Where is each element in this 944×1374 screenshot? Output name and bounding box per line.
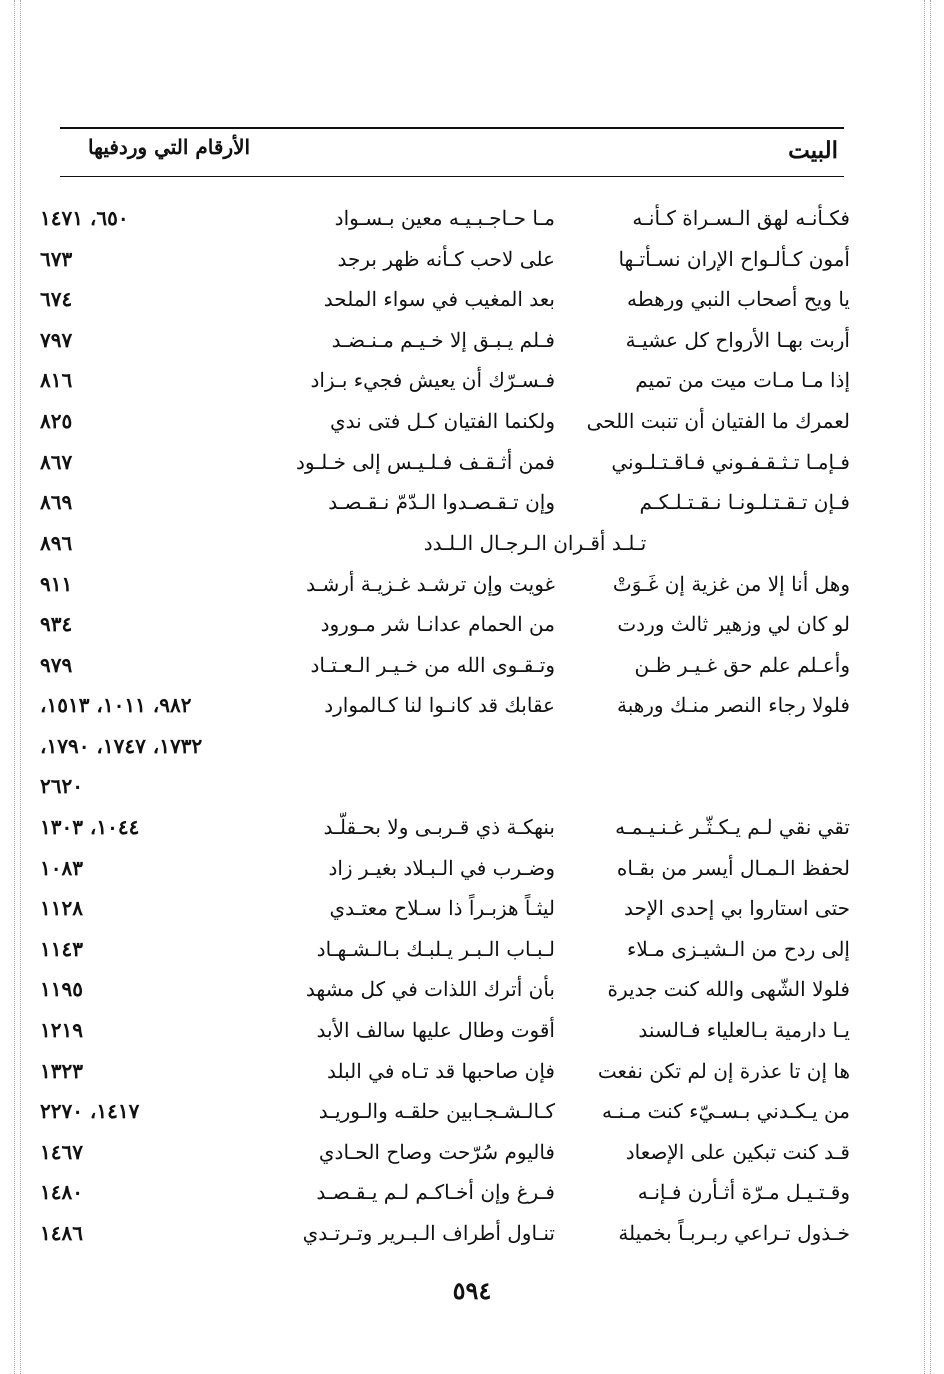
verse-reference-numbers: ٨١٦ [40,368,73,392]
verse-reference-numbers: ٦٧٤ [40,287,73,311]
verse-first-hemistich: يـا دارمية بـالعلياء فـالسند [638,1018,850,1042]
verse-first-hemistich: وهل أنا إلا من غزية إن غَـوَتْ [612,572,850,596]
table-row [40,606,850,646]
table-row [40,200,850,240]
verse-first-hemistich: لو كان لي وزهير ثالث وردت [617,612,850,636]
header-bottom-rule [60,176,844,177]
table-row [40,1053,850,1093]
verse-reference-numbers: ١٣٢٣ [40,1059,83,1083]
verse-second-hemistich: فـسـرّك أن يعيش فجيء بـزاد [310,368,555,392]
verse-reference-numbers: ٦٥٠، ١٤٧١ [40,206,129,230]
verse-second-hemistich: فإن صاحبها قد تـاه في البلد [326,1059,555,1083]
table-row [40,525,850,565]
verse-reference-numbers: ١٤٦٧ [40,1140,83,1164]
verse-reference-numbers: ٦٧٣ [40,247,73,271]
table-row [40,647,850,687]
verse-reference-numbers: ٩١١ [40,572,73,596]
verse-reference-numbers: ٧٩٧ [40,328,73,352]
verse-reference-numbers: ١١٩٥ [40,977,83,1001]
table-row [40,322,850,362]
table-row [40,241,850,281]
verse-second-hemistich: أقوت وطال عليها سالف الأبد [316,1018,555,1042]
verse-first-hemistich: حتى استاروا بي إحدى الإحد [624,896,850,920]
verse-reference-numbers: ١١٢٨ [40,896,83,920]
verse-first-hemistich: فلولا رجاء النصر منـك ورهبة [616,693,850,717]
verse-first-hemistich: ها إن تا عذرة إن لم تكن نفعت [597,1059,850,1083]
verse-second-hemistich: فمن أثـقـف فـلـيـس إلى خـلـود [296,450,555,474]
verse-second-hemistich: غويت وإن ترشـد غـزيـة أرشـد [306,572,555,596]
verse-reference-numbers: ١٤٨٠ [40,1180,83,1204]
page-number: ٥٩٤ [452,1276,492,1305]
verse-first-hemistich: أربت بهـا الأرواح كل عشيـة [625,328,850,352]
verse-first-hemistich: إذا مـا مـات ميت من تميم [635,368,850,392]
verse-first-hemistich: تقي نقي لـم يـكـثّـر غـنـيـمـه [615,815,850,839]
table-row [40,1134,850,1174]
verse-first-hemistich: لحفظ الـمـال أيسر من بقـاه [616,856,850,880]
verse-reference-numbers: ٨٢٥ [40,409,73,433]
verse-second-hemistich: بعد المغيب في سواء الملحد [323,287,555,311]
verse-second-hemistich: على لاحب كـأنه ظهر برجد [337,247,555,271]
verse-reference-numbers: ٩٧٩ [40,653,73,677]
verse-reference-numbers: ٨٦٩ [40,490,73,514]
verse-first-hemistich: من يـكـدني بـسـيّء كنت مـنـه [601,1099,850,1123]
verse-reference-numbers: ١٧٣٢، ١٧٤٧، ١٧٩٠، [40,734,203,758]
verse-second-hemistich: مـا حـاجـبـيـه معين بـسـواد [334,206,555,230]
header-verse-label: البيت [788,137,838,164]
verse-reference-numbers: ٩٨٢، ١٠١١، ١٥١٣، [40,693,192,717]
table-row [40,1174,850,1214]
table-row [40,362,850,402]
table-row [40,1093,850,1133]
verse-second-hemistich: بأن أترك اللذات في كل مشهد [305,977,555,1001]
verse-second-hemistich: بنهكـة ذي قـربـى ولا بحـقلّـد [323,815,555,839]
table-row [40,728,850,768]
verse-second-hemistich: عقابك قد كانـوا لنا كـالموارد [324,693,555,717]
verse-second-hemistich: كـالـشـجـابين حلقـه والـوريـد [318,1099,555,1123]
verse-reference-numbers: ١٠٤٤، ١٣٠٣ [40,815,140,839]
verse-second-hemistich: وتـقـوى الله من خـيـر الـعـتـاد [310,653,555,677]
table-row [40,971,850,1011]
verse-centered-hemistich: تـلـد أقـران الـرجـال الـلـدد [423,531,647,555]
verse-first-hemistich: قـد كنت تبكين على الإصعاد [625,1140,850,1164]
verse-first-hemistich: فكـأنـه لهق الـسـراة كـأنـه [632,206,850,230]
table-row [40,809,850,849]
table-row [40,687,850,727]
table-row [40,281,850,321]
verse-reference-numbers: ٢٦٢٠ [40,774,83,798]
verse-reference-numbers: ١٢١٩ [40,1018,83,1042]
verse-reference-numbers: ١١٤٣ [40,937,83,961]
verse-reference-numbers: ٨٦٧ [40,450,73,474]
table-row [40,566,850,606]
verse-second-hemistich: ولكنما الفتيان كـل فتى ندي [329,409,555,433]
verse-reference-numbers: ١٠٨٣ [40,856,83,880]
table-row [40,1215,850,1255]
verse-first-hemistich: وأعـلم علم حق غـيـر ظـن [634,653,850,677]
verse-second-hemistich: وإن تـقـصـدوا الـدّمّ نـقـصـد [328,490,555,514]
table-row [40,484,850,524]
verse-reference-numbers: ١٤٨٦ [40,1221,83,1245]
table-row [40,1012,850,1052]
verse-first-hemistich: أمون كـألـواح الإران نسـأتـها [618,247,850,271]
table-row [40,403,850,443]
table-row [40,768,850,808]
verse-first-hemistich: فـإمـا تـثـقـفـوني فـاقـتـلـوني [611,450,850,474]
verse-second-hemistich: لـبـاب الـبـر يـلبـك بـالـشـهـاد [316,937,555,961]
verse-first-hemistich: لعمرك ما الفتيان أن تنبت اللحى [586,409,850,433]
verse-reference-numbers: ٨٩٦ [40,531,73,555]
verse-second-hemistich: من الحمام عدانـا شر مـورود [320,612,555,636]
verse-second-hemistich: فـرغ وإن أخـاكـم لـم يـقـصـد [316,1180,555,1204]
verse-first-hemistich: خـذول تـراعي ربـربـاً بخميلة [618,1221,850,1245]
table-row [40,444,850,484]
table-row [40,890,850,930]
verse-second-hemistich: فاليوم سُرّحت وصاح الحـادي [318,1140,555,1164]
verse-reference-numbers: ١٤١٧، ٢٢٧٠ [40,1099,140,1123]
table-header [60,133,844,173]
verse-first-hemistich: فلولا الشّهى والله كنت جديرة [607,977,850,1001]
verse-second-hemistich: ليثـاً هزبـراً ذا سـلاح معتـدي [329,896,555,920]
header-numbers-label: الأرقام التي وردفيها [88,135,251,159]
table-row [40,850,850,890]
header-top-rule [60,127,844,129]
verse-reference-numbers: ٩٣٤ [40,612,73,636]
verse-second-hemistich: فـلم يـبـق إلا خـيـم مـنـضـد [331,328,555,352]
verse-second-hemistich: وضـرب في الـبـلاد بغيـر زاد [328,856,555,880]
verse-first-hemistich: إلى ردح من الـشيـزى مـلاء [626,937,850,961]
verse-second-hemistich: تنـاول أطراف الـبـرير وتـرتـدي [302,1221,555,1245]
verse-first-hemistich: وقـتـيـل مـرّة أثـأرن فـإنـه [637,1180,850,1204]
verse-first-hemistich: فـإن تـقـتـلـونـا نـقـتـلـكـم [639,490,850,514]
table-row [40,931,850,971]
verse-first-hemistich: يا ويح أصحاب النبي ورهطه [627,287,850,311]
